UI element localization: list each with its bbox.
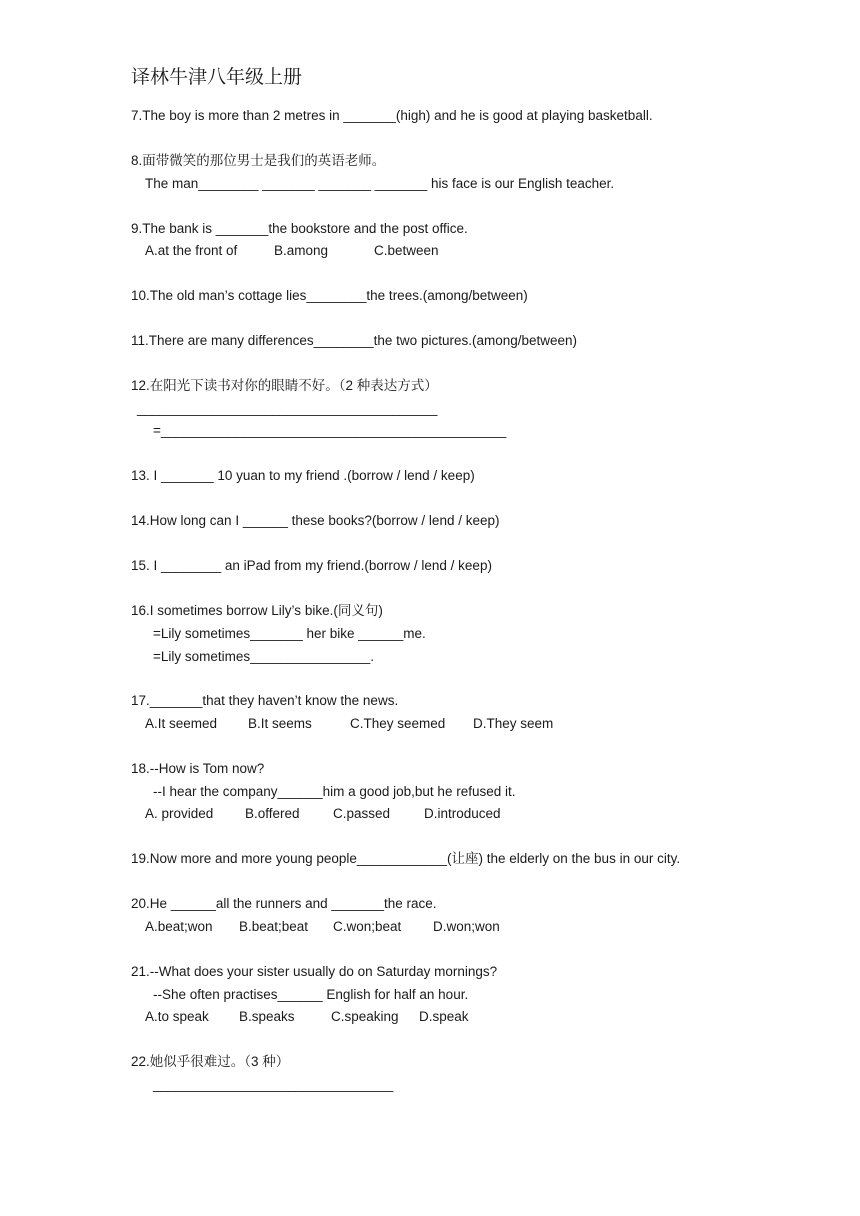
option-d: D.They seem (473, 716, 554, 731)
option-d: D.speak (419, 1009, 469, 1024)
question-14: 14.How long can I ______ these books?(borrow / lend / keep) (131, 513, 500, 528)
question-18-line-2: --I hear the company______him a good job,but he refused it. (153, 784, 516, 799)
question-9: 9.The bank is _______the bookstore and the post office. (131, 221, 468, 236)
option-a: A.at the front of (145, 243, 238, 258)
option-c: C.speaking (331, 1009, 399, 1024)
option-d: D.introduced (424, 806, 501, 821)
question-13: 13. I _______ 10 yuan to my friend .(borrow / lend / keep) (131, 468, 475, 483)
answer-line-1: ________________________________________ (137, 401, 438, 416)
option-b: B.offered (245, 806, 300, 821)
option-c: C.won;beat (333, 919, 402, 934)
question-19: 19.Now more and more young people____________(让座) the elderly on the bus in our city. (131, 851, 681, 866)
page-title: 译林牛津八年级上册 (131, 66, 303, 88)
question-22: 22.她似乎很难过。（3 种） (131, 1054, 290, 1069)
answer-line-2: =______________________________________________ (153, 423, 507, 438)
question-16: 16.I sometimes borrow Lily’s bike.(同义句) (131, 603, 383, 618)
question-15: 15. I ________ an iPad from my friend.(borrow / lend / keep) (131, 558, 492, 573)
option-a: A.to speak (145, 1009, 209, 1024)
question-7: 7.The boy is more than 2 metres in _______(high) and he is good at playing basketball. (131, 108, 653, 123)
question-11: 11.There are many differences________the two pictures.(among/between) (131, 333, 578, 348)
option-b: B.It seems (248, 716, 312, 731)
option-b: B.beat;beat (239, 919, 309, 934)
question-16-line-3: =Lily sometimes________________. (153, 649, 375, 664)
option-c: C.between (374, 243, 439, 258)
question-20: 20.He ______all the runners and _______the race. (131, 896, 437, 911)
option-c: C.passed (333, 806, 391, 821)
option-a: A.beat;won (145, 919, 213, 934)
question-16-line-2: =Lily sometimes_______ her bike ______me. (153, 626, 426, 641)
question-21-line-2: --She often practises______ English for half an hour. (153, 987, 469, 1002)
question-8-sentence: The man________ _______ _______ _______ his face is our English teacher. (145, 176, 615, 191)
question-8: 8.面带微笑的那位男士是我们的英语老师。 (131, 153, 386, 168)
question-21: 21.--What does your sister usually do on Saturday mornings? (131, 964, 498, 979)
question-18: 18.--How is Tom now? (131, 761, 265, 776)
option-d: D.won;won (433, 919, 500, 934)
answer-line: ________________________________ (153, 1077, 394, 1092)
option-b: B.speaks (239, 1009, 295, 1024)
option-a: A.It seemed (145, 716, 218, 731)
question-10: 10.The old man’s cottage lies________the trees.(among/between) (131, 288, 528, 303)
option-b: B.among (274, 243, 329, 258)
option-c: C.They seemed (350, 716, 446, 731)
question-17: 17._______that they haven’t know the news. (131, 693, 399, 708)
question-12: 12.在阳光下读书对你的眼睛不好。（2 种表达方式） (131, 378, 438, 393)
option-a: A. provided (145, 806, 214, 821)
